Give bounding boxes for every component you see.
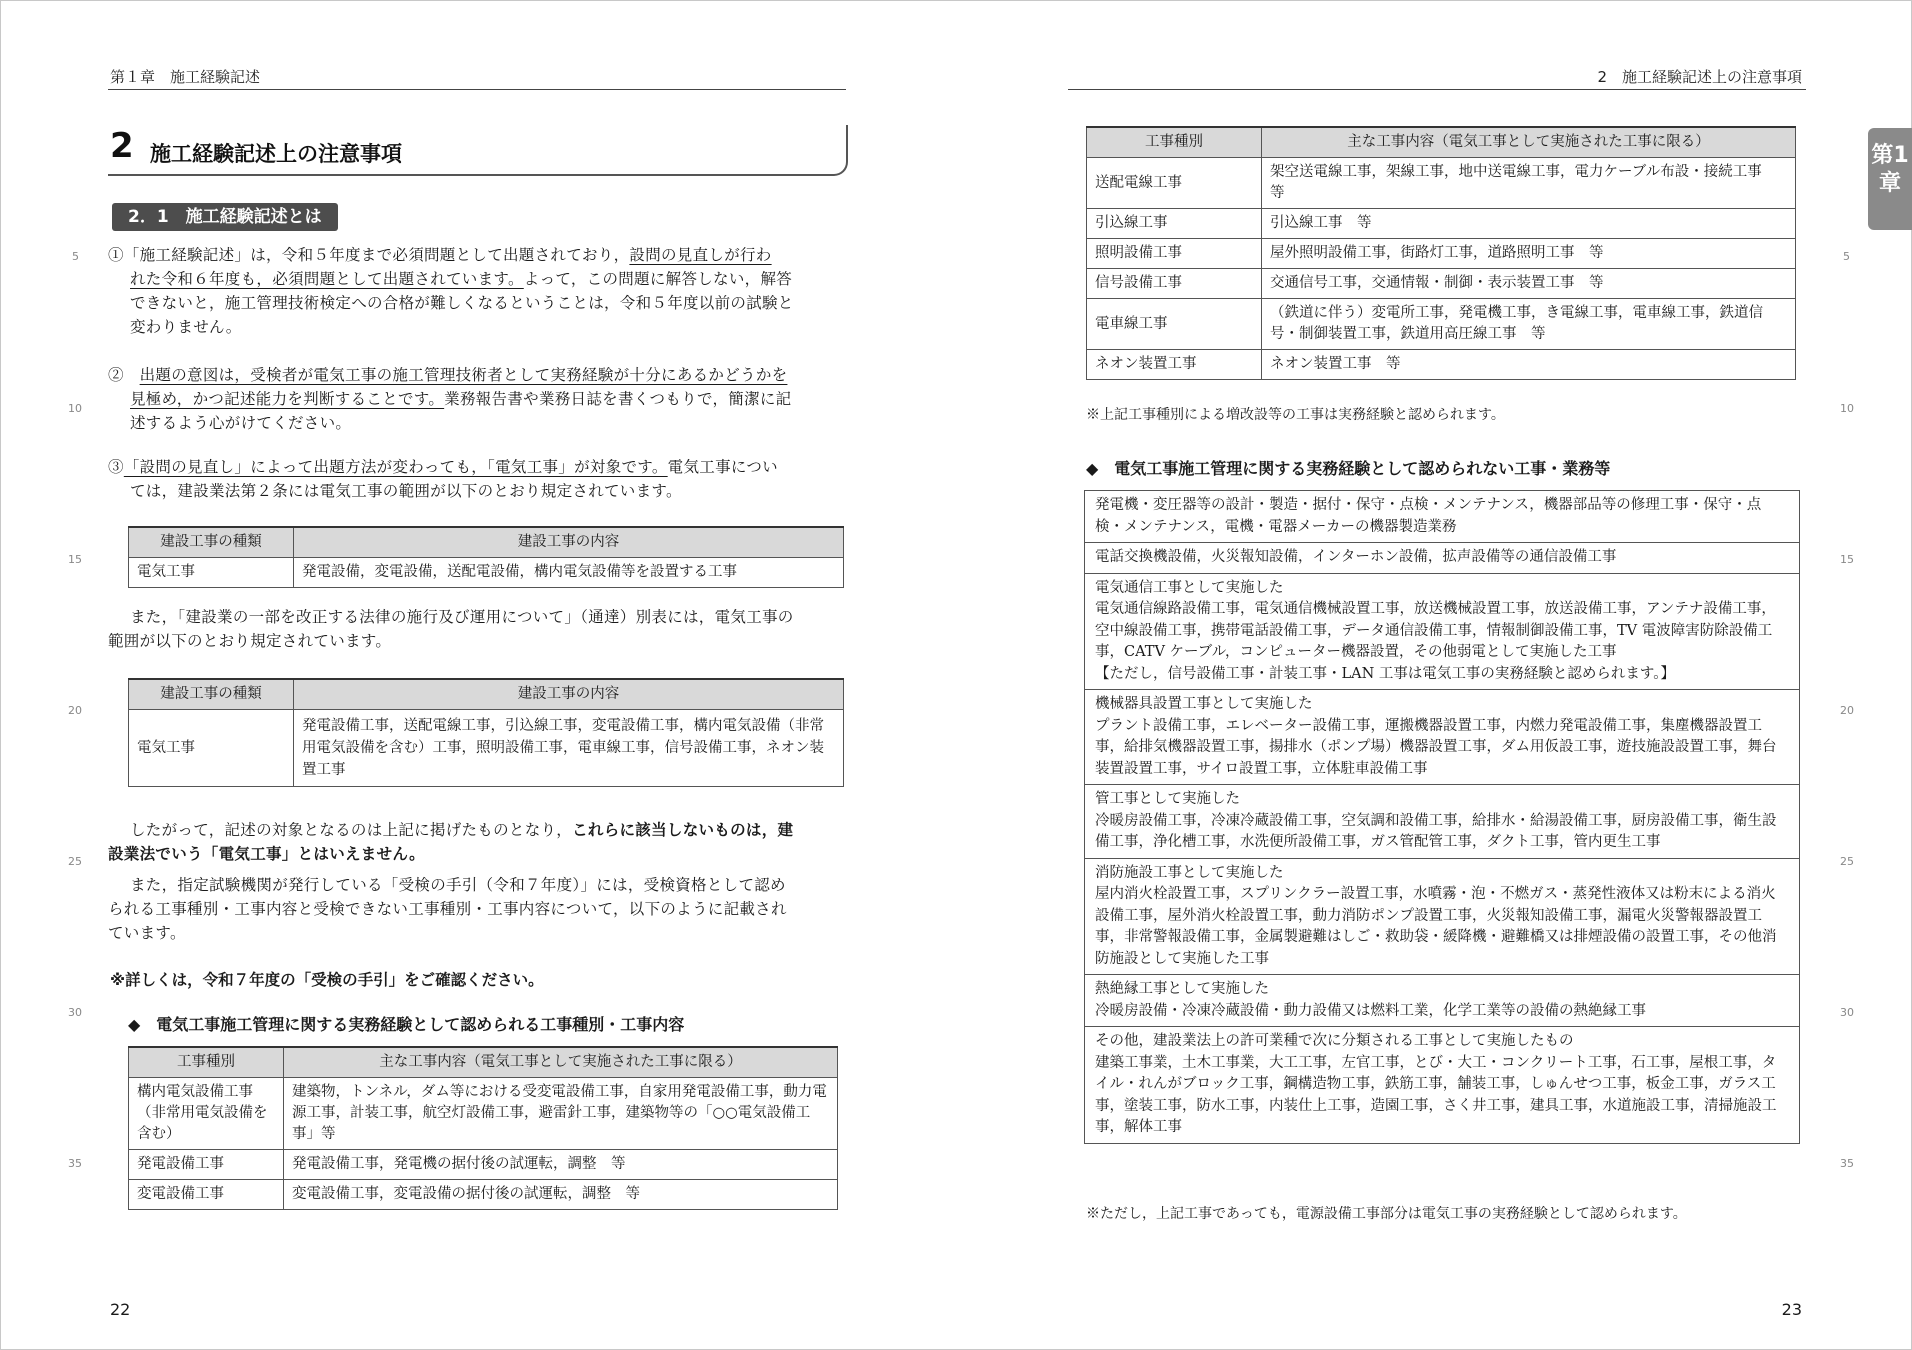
table-header: 建設工事の内容 — [294, 527, 844, 558]
header-rule — [1068, 89, 1806, 90]
line-number: 20 — [68, 704, 82, 717]
table-header: 主な工事内容（電気工事として実施された工事に限る） — [1262, 127, 1796, 158]
construction-type-table-1 — [128, 526, 844, 588]
running-head: 2 施工経験記述上の注意事項 — [1597, 68, 1802, 86]
table-row: 構内電気設備工事（非常用電気設備を含む） 建築物，トンネル，ダム等における受変電設備工事，自家用発電設備工事，動力電源工事，計装工事，航空灯設備工事，避雷針工事，建築物等の「○○電気設備工事」等 — [129, 1078, 838, 1150]
line-number: 25 — [68, 855, 82, 868]
section-number: 2 — [110, 126, 134, 166]
table-row: 消防施設工事として実施した 屋内消火栓設置工事，スプリンクラー設置工事，水噴霧・泡・不燃ガス・蒸発性液体又は粉末による消火設備工事，屋外消火栓設置工事，動力消防ポンプ設置工事，火災報知設備工事，漏電火災警報器設置工事，非常警報設備工事，金属製避難はしご・救助袋・緩降機・避難橋又は排煙設備の設置工事，その他消防施設として実施した工事 — [1085, 858, 1800, 975]
table-header: 工事種別 — [1087, 127, 1262, 158]
not-recognized-table — [1084, 490, 1800, 1144]
table-header: 建設工事の種類 — [129, 679, 294, 710]
item-1: ①「施工経験記述」は，令和５年度まで必須問題として出題されており，設問の見直しが行わ れた令和６年度も，必須問題として出題されています。よって，この問題に解答しない，解答 できないと，施工管理技術検定への合格が難しくなるということは，令和５年度以前の試験と 変わりません。 — [108, 246, 794, 336]
note-recognized: ※上記工事種別による増改設等の工事は実務経験と認められます。 — [1086, 407, 1505, 423]
item-2: ② 出題の意図は，受検者が電気工事の施工管理技術者として実務経験が十分にあるかどうかを 見極め，かつ記述能力を判断することです。業務報告書や業務日誌を書くつもりで，簡潔に記 述するよう心がけてください。 — [108, 366, 792, 432]
table-row: 引込線工事 引込線工事 等 — [1087, 209, 1796, 239]
page-number: 23 — [1781, 1300, 1802, 1319]
table-row: 変電設備工事 変電設備工事，変電設備の据付後の試運転，調整 等 — [129, 1180, 838, 1210]
line-number: 15 — [1840, 553, 1854, 566]
line-number: 5 — [1843, 250, 1850, 263]
line-number: 35 — [1840, 1157, 1854, 1170]
table-row: ネオン装置工事 ネオン装置工事 等 — [1087, 350, 1796, 380]
table-row: 発電機・変圧器等の設計・製造・据付・保守・点検・メンテナンス，機器部品等の修理工事・保守・点検・メンテナンス，電機・電器メーカーの機器製造業務 — [1085, 491, 1800, 543]
paragraph-3: したがって，記述の対象となるのは上記に掲げたものとなり，これらに該当しないものは，建 設業法でいう「電気工事」とはいえません。 — [108, 821, 794, 863]
paragraph-4: また，指定試験機関が発行している「受検の手引（令和７年度）」には，受検資格として認め られる工事種別・工事内容と受検できない工事種別・工事内容について，以下のように記載され ています。 — [108, 876, 787, 942]
right-page — [956, 0, 1912, 1350]
table-header: 工事種別 — [129, 1047, 284, 1078]
section-title: 施工経験記述上の注意事項 — [150, 142, 402, 166]
page-number: 22 — [110, 1300, 131, 1319]
chapter-tab[interactable]: 第1章 — [1868, 128, 1912, 230]
detail-note: ※詳しくは，令和７年度の「受検の手引」をご確認ください。 — [110, 971, 544, 989]
table-row: 電話交換機設備，火災報知設備，インターホン設備，拡声設備等の通信設備工事 — [1085, 543, 1800, 574]
line-number: 30 — [68, 1006, 82, 1019]
subsection-label: 2．1 施工経験記述とは — [112, 203, 338, 231]
table-row: 機械器具設置工事として実施した プラント設備工事，エレベーター設備工事，運搬機器設置工事，内燃力発電設備工事，集塵機器設置工事，給排気機器設置工事，揚排水（ポンプ場）機器設置工事，ダム用仮設工事，遊技施設設置工事，舞台装置設置工事，サイロ設置工事，立体駐車設備工事 — [1085, 690, 1800, 785]
recognized-work-table-continued — [1086, 126, 1796, 380]
running-head: 第１章 施工経験記述 — [110, 68, 261, 86]
line-number: 10 — [68, 402, 82, 415]
table-row: 送配電線工事 架空送電線工事，架線工事，地中送電線工事，電力ケーブル布設・接続工事 等 — [1087, 158, 1796, 209]
table-row: 電車線工事 （鉄道に伴う）変電所工事，発電機工事，き電線工事，電車線工事，鉄道信号・制御装置工事，鉄道用高圧線工事 等 — [1087, 299, 1796, 350]
table-row: 照明設備工事 屋外照明設備工事，街路灯工事，道路照明工事 等 — [1087, 239, 1796, 269]
heading-recognized-work: ◆ 電気工事施工管理に関する実務経験として認められる工事種別・工事内容 — [128, 1015, 685, 1034]
table-header: 建設工事の内容 — [294, 679, 844, 710]
table-row: 信号設備工事 交通信号工事，交通情報・制御・表示装置工事 等 — [1087, 269, 1796, 299]
table-row: 管工事として実施した 冷暖房設備工事，冷凍冷蔵設備工事，空気調和設備工事，給排水・給湯設備工事，厨房設備工事，衛生設備工事，浄化槽工事，水洗便所設備工事，ガス管配管工事，ダクト工事，管内更生工事 — [1085, 785, 1800, 859]
line-number: 25 — [1840, 855, 1854, 868]
table-header: 建設工事の種類 — [129, 527, 294, 558]
item-3: ③「設問の見直し」によって出題方法が変わっても，「電気工事」が対象です。電気工事につい ては，建設業法第２条には電気工事の範囲が以下のとおり規定されています。 — [108, 458, 778, 500]
table-header: 主な工事内容（電気工事として実施された工事に限る） — [284, 1047, 838, 1078]
line-number: 10 — [1840, 402, 1854, 415]
line-number: 5 — [72, 250, 79, 263]
table-row: 電気工事 発電設備工事，送配電線工事，引込線工事，変電設備工事，構内電気設備（非常用電気設備を含む）工事，照明設備工事，電車線工事，信号設備工事，ネオン装置工事 — [129, 710, 844, 787]
table-row: 電気通信工事として実施した 電気通信線路設備工事，電気通信機械設置工事，放送機械設置工事，放送設備工事，アンテナ設備工事，空中線設備工事，携帯電話設備工事，データ通信設備工事，情報制御設備工事，TV 電波障害防除設備工事，CATV ケーブル，コンピューター機器設置，その他弱電として実施した工事 【ただし，信号設備工事・計装工事・LAN 工事は電気工事の実務経験と認められます。】 — [1085, 573, 1800, 690]
header-rule — [108, 89, 846, 90]
line-number: 15 — [68, 553, 82, 566]
line-number: 20 — [1840, 704, 1854, 717]
note-power-equipment: ※ただし，上記工事であっても，電源設備工事部分は電気工事の実務経験として認められます。 — [1086, 1206, 1687, 1222]
line-number: 30 — [1840, 1006, 1854, 1019]
heading-not-recognized: ◆ 電気工事施工管理に関する実務経験として認められない工事・業務等 — [1086, 459, 1611, 478]
paragraph-2: また，「建設業の一部を改正する法律の施行及び運用について」（通達）別表には，電気工事の 範囲が以下のとおり規定されています。 — [108, 608, 794, 650]
table-row: 発電設備工事 発電設備工事，発電機の据付後の試運転，調整 等 — [129, 1150, 838, 1180]
table-row: その他，建設業法上の許可業種で次に分類される工事として実施したもの 建築工事業，土木工事業，大工工事，左官工事，とび・大工・コンクリート工事，石工事，屋根工事，タイル・れんがブロック工事，鋼構造物工事，鉄筋工事，舗装工事，しゅんせつ工事，板金工事，ガラス工事，塗装工事，防水工事，内装仕上工事，造園工事，さく井工事，建具工事，水道施設工事，清掃施設工事，解体工事 — [1085, 1027, 1800, 1144]
construction-type-table-2 — [128, 678, 844, 787]
recognized-work-table — [128, 1046, 838, 1210]
table-row: 電気工事 発電設備，変電設備，送配電設備，構内電気設備等を設置する工事 — [129, 558, 844, 588]
table-row: 熱絶縁工事として実施した 冷暖房設備・冷凍冷蔵設備・動力設備又は燃料工業，化学工業等の設備の熱絶縁工事 — [1085, 975, 1800, 1027]
line-number: 35 — [68, 1157, 82, 1170]
